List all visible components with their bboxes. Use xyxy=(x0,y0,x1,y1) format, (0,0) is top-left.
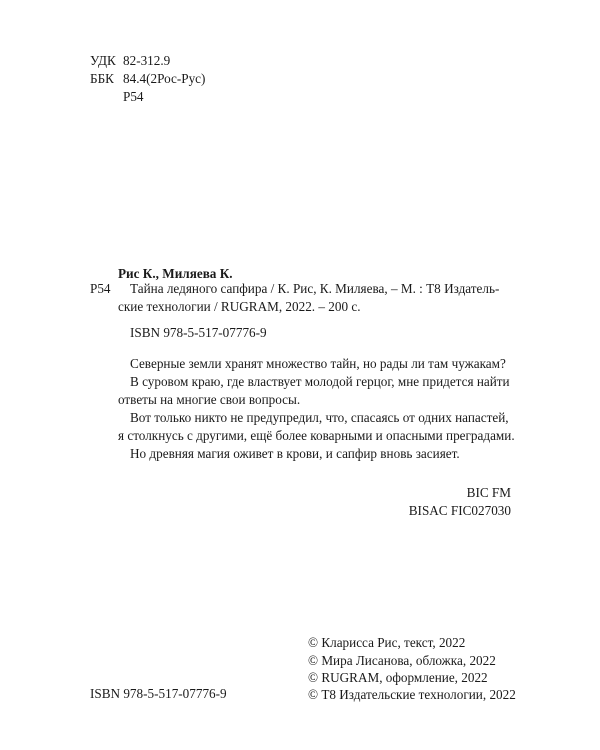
bbk-label: ББК xyxy=(90,71,114,86)
author-mark-side: Р54 xyxy=(90,281,111,296)
bbk-value: 84.4(2Рос-Рус) xyxy=(123,71,206,86)
author-heading: Рис К., Миляева К. xyxy=(118,266,233,281)
annotation-line: я столкнусь с другими, ещё более коварными и опасными преградами. xyxy=(118,428,515,443)
annotation-line: В суровом краю, где властвует молодой герцог, мне придется найти xyxy=(130,374,510,389)
bibliographic-line-1: Тайна ледяного сапфира / К. Рис, К. Миляева, – М. : Т8 Издатель- xyxy=(130,281,500,296)
annotation-line: Вот только никто не предупредил, что, спасаясь от одних напастей, xyxy=(130,410,509,425)
copyright-line: © Мира Лисанова, обложка, 2022 xyxy=(308,653,496,668)
annotation-line: ответы на многие свои вопросы. xyxy=(118,392,301,407)
author-mark-top: Р54 xyxy=(123,89,144,104)
bisac-code: BISAC FIC027030 xyxy=(408,503,511,518)
copyright-line: © Т8 Издательские технологии, 2022 xyxy=(308,687,516,702)
udk-label: УДК xyxy=(90,53,116,68)
bibliographic-line-2: ские технологии / RUGRAM, 2022. – 200 с. xyxy=(118,299,361,314)
annotation-line: Но древняя магия оживет в крови, и сапфир вновь засияет. xyxy=(130,446,460,461)
bic-code: BIC FM xyxy=(466,485,511,500)
copyright-line: © RUGRAM, оформление, 2022 xyxy=(308,670,488,685)
copyright-line: © Кларисса Рис, текст, 2022 xyxy=(308,635,466,650)
annotation-line: Северные земли хранят множество тайн, но рады ли там чужакам? xyxy=(130,356,506,371)
isbn-footer: ISBN 978-5-517-07776-9 xyxy=(90,686,227,701)
isbn-main: ISBN 978-5-517-07776-9 xyxy=(130,325,267,340)
udk-value: 82-312.9 xyxy=(123,53,171,68)
